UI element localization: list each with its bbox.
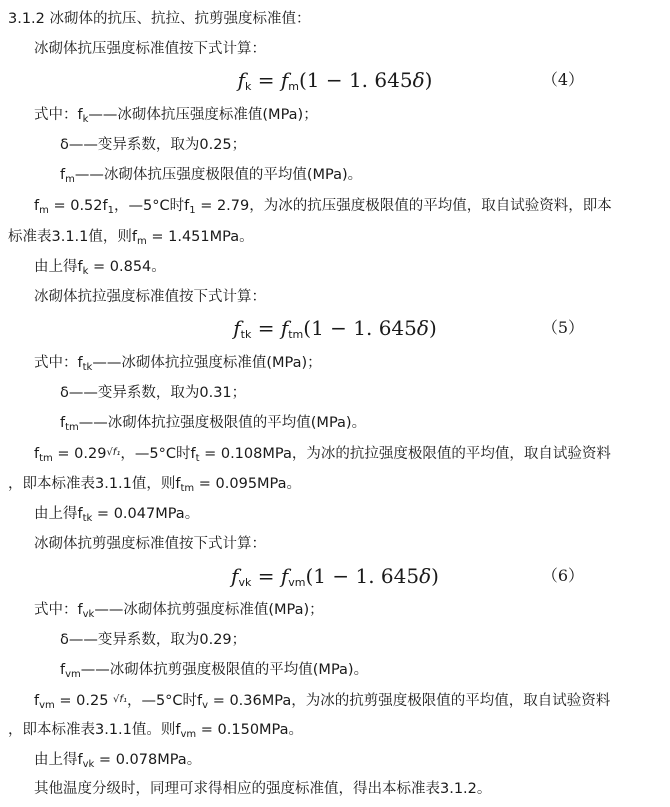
- tensile-calc-line2: ，即本标准表3.1.1值，则$f_{tm} = 0.095MPa$。: [8, 476, 302, 494]
- equation-4: [0, 66, 670, 94]
- compressive-where-fk: 式中：$f_k——$冰砌体抗压强度标准值(MPa)；: [34, 107, 318, 125]
- equation-5-formula: $f_{tk} = f_{tm}(1 - 1$. 645δ): [233, 316, 437, 341]
- compressive-calc-line1: $f_m = 0.52f_1$，—5°C时$f_1 = 2.79$，为冰的抗压强度极限值的平均值，取自试验资料，即本: [34, 198, 612, 216]
- equation-6: [0, 562, 670, 590]
- equation-4-formula: $f_k = f_m(1 - 1$. 645δ): [237, 68, 433, 93]
- compressive-calc-line2: 标准表3.1.1值，则$f_m = 1.451MPa$。: [8, 229, 254, 247]
- tensile-where-ftk: 式中：$f_{tk}——$冰砌体抗拉强度标准值(MPa)；: [34, 355, 322, 373]
- equation-6-number: （6）: [541, 566, 584, 585]
- compressive-result: 由上得$f_k = 0.854$。: [34, 259, 166, 277]
- shear-fvm-def: $f_{vm}——$冰砌体抗剪强度极限值的平均值(MPa)。: [60, 662, 369, 680]
- equation-6-formula: $f_{vk} = f_{vm}(1 - 1$. 645δ): [231, 564, 439, 589]
- shear-result: 由上得$f_{vk} = 0.078MPa$。: [34, 752, 202, 770]
- compressive-intro: 冰砌体抗压强度标准值按下式计算：: [34, 41, 266, 57]
- equation-5-number: （5）: [541, 318, 584, 337]
- shear-calc-line1: $f_{vm} = 0.25$ $^{√f_1}$，—5°C时$f_v = 0.36MPa$，为冰的抗剪强度极限值的平均值，取自试验资料: [34, 693, 611, 711]
- compressive-fm-def: $f_m——$冰砌体抗压强度极限值的平均值(MPa)。: [60, 167, 363, 185]
- compressive-delta-def: δ——变异系数，取为0.25；: [60, 137, 247, 153]
- section-title: 3.1.2 冰砌体的抗压、抗拉、抗剪强度标准值：: [8, 11, 311, 27]
- tensile-ftm-def: $f_{tm}——$冰砌体抗拉强度极限值的平均值(MPa)。: [60, 415, 367, 433]
- shear-where-fvk: 式中：$f_{vk}——$冰砌体抗剪强度标准值(MPa)；: [34, 602, 324, 620]
- shear-calc-line2: ，即本标准表3.1.1值。则$f_{vm} = 0.150MPa$。: [8, 722, 304, 740]
- sqrt-f1-symbol: √f₁: [113, 694, 127, 705]
- tensile-result: 由上得$f_{tk} = 0.047MPa$。: [34, 506, 200, 524]
- tensile-calc-line1: $f_{tm} = 0.29^{√f_1}$，—5°C时$f_t = 0.108MPa$，为冰的抗拉强度极限值的平均值，取自试验资料: [34, 446, 611, 464]
- shear-intro: 冰砌体抗剪强度标准值按下式计算：: [34, 536, 266, 552]
- sqrt-f1-symbol: √f₁: [106, 447, 121, 458]
- equation-4-number: （4）: [541, 70, 584, 89]
- tensile-delta-def: δ——变异系数，取为0.31；: [60, 385, 247, 401]
- tensile-intro: 冰砌体抗拉强度标准值按下式计算：: [34, 289, 266, 305]
- shear-delta-def: δ——变异系数，取为0.29；: [60, 632, 247, 648]
- equation-5: [0, 314, 670, 342]
- closing-paragraph: 其他温度分级时，同理可求得相应的强度标准值，得出本标准表3.1.2。: [34, 781, 492, 797]
